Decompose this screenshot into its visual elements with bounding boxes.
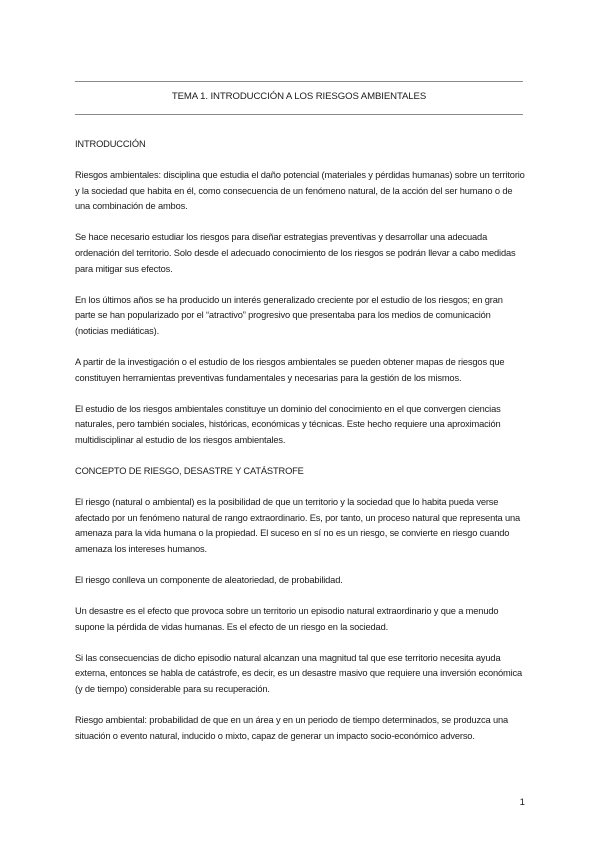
paragraph: Si las consecuencias de dicho episodio natural alcanzan una magnitud tal que ese territorio necesita ayuda externa, entonces se habla de catástrofe, es decir, es un desastre masivo que requiere una inversión económica (y de tiempo) considerable para su recuperación.	[75, 652, 523, 694]
paragraph: A partir de la investigación o el estudio de los riesgos ambientales se pueden obtener mapas de riesgos que constituyen herramientas preventivas fundamentales y necesarias para la gestión de los mismos.	[75, 356, 505, 383]
header-rule-top	[75, 81, 523, 82]
header-rule-bottom	[75, 114, 523, 115]
paragraph: El estudio de los riesgos ambientales constituye un dominio del conocimiento en el que convergen ciencias naturales, pero también sociales, históricas, económicas y técnicas. Este hecho requiere una aproximación multidisciplinar al estudio de los riesgos ambientales.	[75, 403, 501, 445]
page-number: 1	[519, 797, 525, 808]
paragraph: El riesgo conlleva un componente de aleatoriedad, de probabilidad.	[75, 574, 343, 585]
document-body	[75, 137, 525, 760]
paragraph: El riesgo (natural o ambiental) es la posibilidad de que un territorio y la sociedad que lo habita pueda verse afectado por un fenómeno natural de rango extraordinario. Es, por tanto, un proceso natural que representa una amenaza para la vida humana o la propiedad. El suceso en sí no es un riesgo, se convierte en riesgo cuando amenaza los intereses humanos.	[75, 497, 521, 554]
section-heading-introduccion: INTRODUCCIÓN	[75, 139, 146, 149]
paragraph: Se hace necesario estudiar los riesgos para diseñar estrategias preventivas y desarrollar una adecuada ordenación del territorio. Solo desde el adecuado conocimiento de los riesgos se podrán llevar a cabo medidas para mitigar sus efectos.	[75, 232, 516, 274]
paragraph: Un desastre es el efecto que provoca sobre un territorio un episodio natural extraordinario y que a menudo supone la pérdida de vidas humanas. Es el efecto de un riesgo en la sociedad.	[75, 605, 499, 632]
section-heading-concepto: CONCEPTO DE RIESGO, DESASTRE Y CATÁSTROFE	[75, 465, 304, 476]
paragraph: En los últimos años se ha producido un interés generalizado creciente por el estudio de los riesgos; en gran parte se han popularizado por el “atractivo” progresivo que presentaba para los medios de comunicación (noticias mediáticas).	[75, 294, 503, 336]
paragraph: Riesgo ambiental: probabilidad de que en un área y en un periodo de tiempo determinados, se produzca una situación o evento natural, inducido o mixto, capaz de generar un impacto socio-económico adverso.	[75, 714, 509, 741]
paragraph: Riesgos ambientales: disciplina que estudia el daño potencial (materiales y pérdidas humanas) sobre un territorio y la sociedad que habita en él, como consecuencia de un fenómeno natural, de la acción del ser humano o de una combinación de ambos.	[75, 170, 525, 212]
document-title: TEMA 1. INTRODUCCIÓN A LOS RIESGOS AMBIENTALES	[171, 91, 427, 102]
